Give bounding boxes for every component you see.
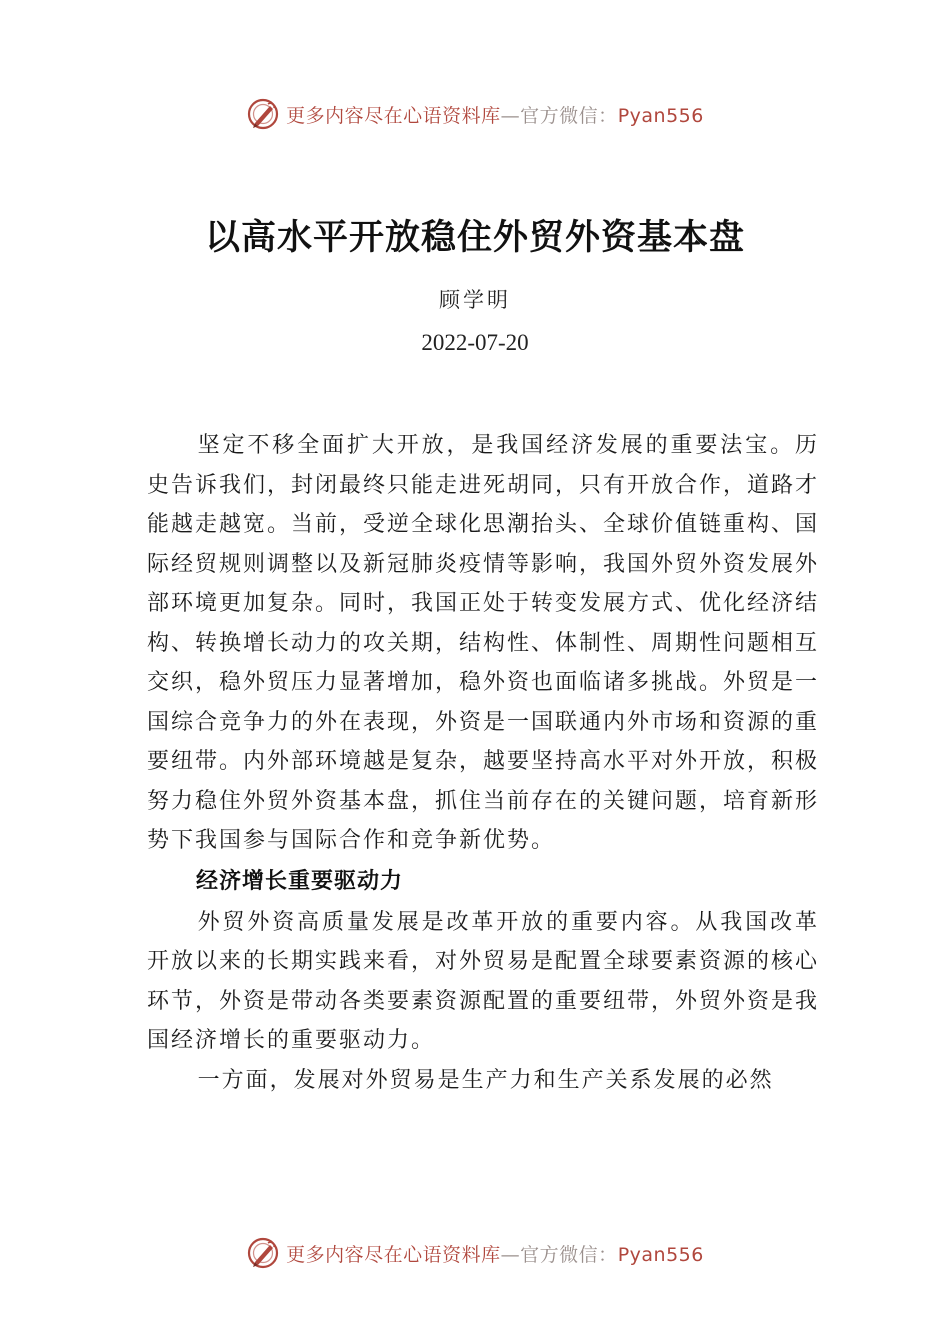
article-title: 以高水平开放稳住外贸外资基本盘	[204, 218, 745, 258]
section-heading: 经济增长重要驱动力	[196, 868, 404, 894]
article-date: 2022-07-20	[421, 330, 529, 355]
paragraph: 坚定不移全面扩大开放，是我国经济发展的重要法宝。历史告诉我们，封闭最终只能走进死胡同，只有开放合作，道路才能越走越宽。当前，受逆全球化思潮抬头、全球价值链重构、国际经贸规则调整以及新冠肺炎疫情等影响，我国外贸外资发展外部环境更加复杂。同时，我国正处于转变发展方式、优化经济结构、转换增长动力的攻关期，结构性、体制性、周期性问题相互交织，稳外贸压力显著增加，稳外资也面临诸多挑战。外贸是一国综合竞争力的外在表现，外资是一国联通内外市场和资源的重要纽带。内外部环境越是复杂，越要坚持高水平对外开放，积极努力稳住外贸外资基本盘，抓住当前存在的关键问题，培育新形势下我国参与国际合作和竞争新优势。	[147, 433, 820, 853]
article-author: 顾学明	[439, 288, 511, 312]
paragraph: 一方面，发展对外贸易是生产力和生产关系发展的必然	[197, 1067, 774, 1093]
paragraph: 外贸外资高质量发展是改革开放的重要内容。从我国改革开放以来的长期实践来看，对外贸易是配置全球要素资源的核心环节，外资是带动各类要素资源配置的重要纽带，外贸外资是我国经济增长的重要驱动力。	[147, 909, 820, 1053]
watermark-banner-bottom	[0, 1233, 950, 1273]
article-body	[147, 426, 819, 1100]
pen-logo-icon	[246, 1236, 280, 1270]
watermark-banner-top	[0, 94, 950, 134]
pen-logo-icon	[246, 97, 280, 131]
watermark-text: 更多内容尽在心语资料库—官方微信：Pyan556	[286, 1243, 704, 1266]
watermark-text: 更多内容尽在心语资料库—官方微信：Pyan556	[286, 104, 704, 127]
